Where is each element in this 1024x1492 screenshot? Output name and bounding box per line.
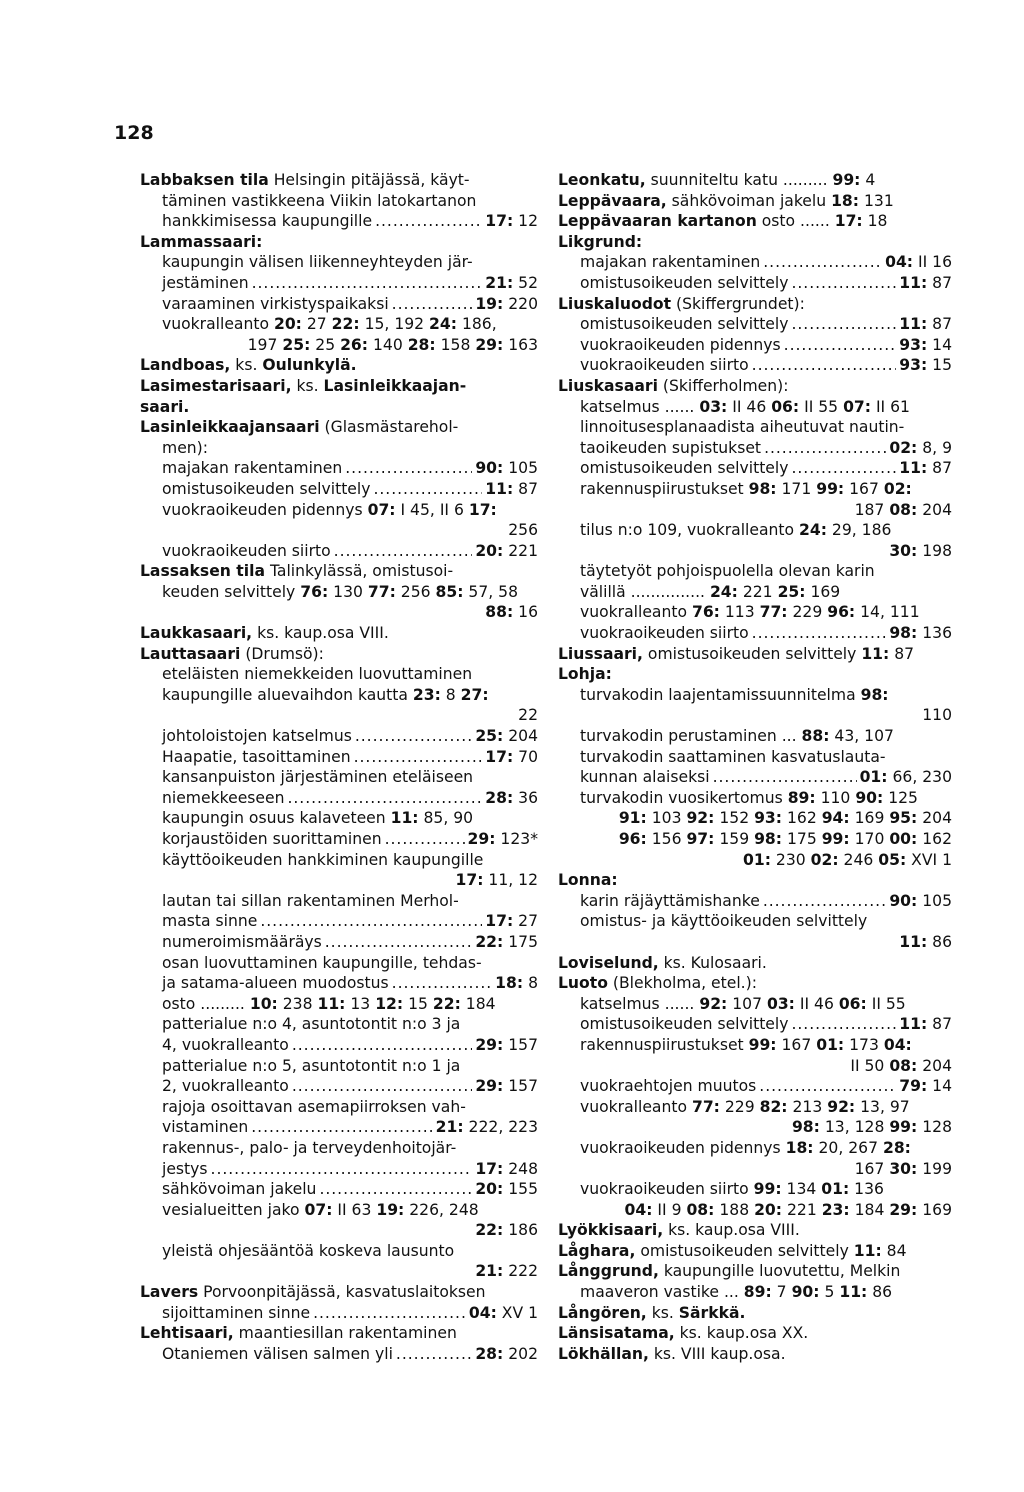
index-line <box>558 1014 952 1035</box>
entry-reference: 17: 248 <box>475 1159 538 1178</box>
entry-text: vuokraoikeuden siirto <box>580 356 749 375</box>
index-line: 187 08: 204 <box>854 500 952 519</box>
index-line: 110 <box>922 706 952 725</box>
index-line: Likgrund: <box>558 232 643 251</box>
index-line: Lyökkisaari, ks. kaup.osa VIII. <box>558 1221 800 1240</box>
entry-text: 4, vuokralleanto <box>162 1035 289 1054</box>
index-line: katselmus ...... 03: II 46 06: II 55 07: II 61 <box>580 397 910 416</box>
index-line: turvakodin laajentamissuunnitelma 98: <box>580 685 889 704</box>
index-line: Leppävaara, sähkövoiman jakelu 18: 131 <box>558 191 894 210</box>
index-line <box>558 438 952 459</box>
index-line: 167 30: 199 <box>854 1159 952 1178</box>
leader-dots <box>752 623 887 644</box>
entry-text: ja satama-alueen muodostus <box>162 974 389 993</box>
entry-reference: 29: 157 <box>475 1077 538 1096</box>
index-line: 91: 103 92: 152 93: 162 94: 169 95: 204 <box>618 809 952 828</box>
index-line <box>140 788 538 809</box>
index-line <box>558 767 952 788</box>
index-line <box>140 726 538 747</box>
index-line <box>558 623 952 644</box>
index-line <box>140 1303 538 1324</box>
entry-reference: 29: 157 <box>475 1035 538 1054</box>
index-line: rakennuspiirustukset 99: 167 01: 173 04: <box>580 1035 912 1054</box>
index-line: osan luovuttaminen kaupungille, tehdas- <box>162 953 482 972</box>
index-line: Lassaksen tila Talinkylässä, omistusoi- <box>140 562 454 581</box>
entry-text: korjaustöiden suorittaminen <box>162 830 382 848</box>
entry-reference: 21: 52 <box>485 273 538 292</box>
index-line: osto ......... 10: 238 11: 13 12: 15 22: 184 <box>162 994 496 1013</box>
index-line: rakennuspiirustukset 98: 171 99: 167 02: <box>580 479 912 498</box>
index-line: 98: 13, 128 99: 128 <box>791 1118 952 1137</box>
index-line: 17: 11, 12 <box>455 871 538 890</box>
index-line: turvakodin vuosikertomus 89: 110 90: 125 <box>580 788 918 807</box>
entry-reference: 90: 105 <box>475 459 538 478</box>
index-line <box>140 1076 538 1097</box>
index-column-right <box>558 170 952 1364</box>
index-line: tilus n:o 109, vuokralleanto 24: 29, 186 <box>580 521 892 540</box>
leader-dots <box>292 1076 472 1097</box>
index-line: linnoitusesplanaadista aiheutuvat nautin- <box>580 418 905 437</box>
entry-text: 2, vuokralleanto <box>162 1077 289 1096</box>
index-line: 256 <box>508 521 538 540</box>
entry-reference: 79: 14 <box>899 1077 952 1096</box>
index-line <box>558 314 952 335</box>
entry-text: taoikeuden supistukset <box>580 438 762 457</box>
leader-dots <box>791 314 896 335</box>
index-line: Långgrund, kaupungille luovutettu, Melkin <box>558 1262 901 1281</box>
leader-dots <box>325 932 473 953</box>
index-line: rakennus-, palo- ja terveydenhoitojär- <box>162 1138 457 1157</box>
index-line: vuokralleanto 20: 27 22: 15, 192 24: 186, <box>162 315 497 334</box>
index-line: Lohja: <box>558 665 612 684</box>
index-line: 22: 186 <box>475 1221 538 1240</box>
entry-reference: 93: 15 <box>899 356 952 375</box>
index-line: eteläisten niemekkeiden luovuttaminen <box>162 665 473 684</box>
index-line: 96: 156 97: 159 98: 175 99: 170 00: 162 <box>618 830 952 848</box>
entry-reference: 02: 8, 9 <box>889 438 952 457</box>
entry-reference: 21: 222, 223 <box>435 1118 538 1137</box>
index-line: kansanpuiston järjestäminen eteläiseen <box>162 768 474 787</box>
entry-text: karin räjäyttämishanke <box>580 891 760 910</box>
index-line: Liuskasaari (Skifferholmen): <box>558 376 789 395</box>
index-line: välillä ............... 24: 221 25: 169 <box>580 582 841 601</box>
entry-text: Otaniemen välisen salmen yli <box>162 1344 393 1363</box>
index-line: Lonna: <box>558 871 618 890</box>
entry-reference: 01: 66, 230 <box>859 768 952 787</box>
index-line: vuokralleanto 77: 229 82: 213 92: 13, 97 <box>580 1097 910 1116</box>
entry-reference: 11: 87 <box>899 315 952 334</box>
index-line: vuokraoikeuden siirto 99: 134 01: 136 <box>580 1180 884 1199</box>
index-line: täminen vastikkeena Viikin latokartanon <box>162 191 477 210</box>
index-line: turvakodin saattaminen kasvatuslauta- <box>580 747 886 766</box>
entry-reference: 20: 155 <box>475 1180 538 1199</box>
index-line: kaupungin välisen liikenneyhteyden jär- <box>162 253 473 272</box>
index-line: 21: 222 <box>475 1262 538 1281</box>
entry-text: Haapatie, tasoittaminen <box>162 747 351 766</box>
index-line <box>140 932 538 953</box>
index-line: Laukkasaari, ks. kaup.osa VIII. <box>140 624 389 643</box>
entry-reference: 90: 105 <box>889 891 952 910</box>
entry-reference: 29: 123* <box>467 830 538 848</box>
entry-text: majakan rakentaminen <box>580 253 761 272</box>
entry-text: omistusoikeuden selvittely <box>580 1015 789 1034</box>
index-line: vesialueitten jako 07: II 63 19: 226, 248 <box>162 1200 479 1219</box>
index-line <box>140 1117 538 1138</box>
index-line <box>140 541 538 562</box>
index-line: vuokraoikeuden pidennys 07: I 45, II 6 17: <box>162 500 497 519</box>
page-number: 128 <box>114 122 154 144</box>
entry-reference: 22: 175 <box>475 932 538 951</box>
index-line: täytetyöt pohjoispuolella olevan karin <box>580 562 875 581</box>
leader-dots <box>334 541 473 562</box>
index-line: Loviselund, ks. Kulosaari. <box>558 953 767 972</box>
entry-reference: 17: 27 <box>485 912 538 931</box>
leader-dots <box>791 1014 896 1035</box>
entry-reference: 17: 70 <box>485 747 538 766</box>
index-line <box>558 891 952 912</box>
index-line <box>140 1159 538 1180</box>
index-line: Länsisatama, ks. kaup.osa XX. <box>558 1324 809 1343</box>
entry-reference: 25: 204 <box>475 727 538 746</box>
entry-reference: 11: 87 <box>899 1015 952 1034</box>
index-line <box>140 458 538 479</box>
index-line <box>140 1179 538 1200</box>
index-line <box>558 355 952 376</box>
index-line <box>140 1344 538 1365</box>
index-line: Lehtisaari, maantiesillan rakentaminen <box>140 1324 457 1343</box>
index-line <box>558 458 952 479</box>
index-line: 197 25: 25 26: 140 28: 158 29: 163 <box>247 335 538 354</box>
index-line: lautan tai sillan rakentaminen Merhol- <box>162 891 459 910</box>
entry-text: vuokraoikeuden siirto <box>580 624 749 643</box>
index-line: patterialue n:o 5, asuntotontit n:o 1 ja <box>162 1056 461 1075</box>
index-column-left <box>140 170 538 1364</box>
leader-dots <box>345 458 472 479</box>
index-line: turvakodin perustaminen ... 88: 43, 107 <box>580 727 894 746</box>
index-line: saari. <box>140 397 190 416</box>
entry-reference: 28: 36 <box>485 788 538 807</box>
entry-text: omistusoikeuden selvittely <box>580 459 789 478</box>
leader-dots <box>251 1117 432 1138</box>
leader-dots <box>354 747 483 768</box>
index-line: Lökhällan, ks. VIII kaup.osa. <box>558 1344 786 1363</box>
index-line: maaveron vastike ... 89: 7 90: 5 11: 86 <box>580 1283 893 1302</box>
entry-reference: 04: II 16 <box>885 253 952 272</box>
entry-text: jestys <box>162 1159 208 1178</box>
leader-dots <box>355 726 472 747</box>
entry-reference: 19: 220 <box>475 294 538 313</box>
index-line: Labbaksen tila Helsingin pitäjässä, käyt- <box>140 171 470 189</box>
index-line: patterialue n:o 4, asuntotontit n:o 3 ja <box>162 1015 461 1034</box>
index-line: omistus- ja käyttöoikeuden selvittely <box>580 912 868 931</box>
index-line: Lauttasaari (Drumsö): <box>140 644 324 663</box>
entry-reference: 93: 14 <box>899 335 952 354</box>
index-line <box>140 211 538 232</box>
entry-reference: 28: 202 <box>475 1344 538 1363</box>
index-line: Lammassaari: <box>140 232 263 251</box>
leader-dots <box>292 1035 472 1056</box>
entry-reference: 11: 87 <box>485 479 538 498</box>
index-line <box>558 335 952 356</box>
index-line <box>558 273 952 294</box>
entry-text: omistusoikeuden selvittely <box>580 315 789 334</box>
index-line <box>140 829 538 850</box>
index-line: kaupungille aluevaihdon kautta 23: 8 27: <box>162 685 489 704</box>
entry-text: masta sinne <box>162 912 258 931</box>
entry-reference: 98: 136 <box>889 624 952 643</box>
leader-dots <box>763 891 887 912</box>
entry-text: kunnan alaiseksi <box>580 768 710 787</box>
entry-text: numeroimismääräys <box>162 932 322 951</box>
index-line: kaupungin osuus kalaveteen 11: 85, 90 <box>162 809 474 828</box>
leader-dots <box>392 294 473 315</box>
leader-dots <box>211 1159 473 1180</box>
entry-reference: 17: 12 <box>485 212 538 231</box>
leader-dots <box>385 829 465 850</box>
leader-dots <box>713 767 857 788</box>
index-line: 22 <box>518 706 538 725</box>
leader-dots <box>764 438 886 459</box>
index-line: 01: 230 02: 246 05: XVI 1 <box>743 850 952 869</box>
index-line <box>140 973 538 994</box>
entry-reference: 18: 8 <box>495 974 538 993</box>
entry-text: hankkimisessa kaupungille <box>162 212 373 231</box>
entry-text: vistaminen <box>162 1118 249 1137</box>
leader-dots <box>313 1303 466 1324</box>
entry-text: jestäminen <box>162 273 249 292</box>
index-line: 30: 198 <box>889 541 952 560</box>
index-line: rajoja osoittavan asemapiirroksen vah- <box>162 1097 466 1116</box>
index-line <box>140 479 538 500</box>
index-line: vuokraoikeuden pidennys 18: 20, 267 28: <box>580 1138 911 1157</box>
entry-text: vuokraoikeuden pidennys <box>580 335 781 354</box>
entry-reference: 11: 87 <box>899 273 952 292</box>
index-line: Liuskaluodot (Skiffergrundet): <box>558 294 805 313</box>
entry-text: vuokraehtojen muutos <box>580 1077 757 1096</box>
index-line <box>558 1076 952 1097</box>
leader-dots <box>319 1179 472 1200</box>
index-line: keuden selvittely 76: 130 77: 256 85: 57, 58 <box>162 582 518 601</box>
index-line <box>140 911 538 932</box>
leader-dots <box>287 788 482 809</box>
index-line: 11: 86 <box>899 932 952 951</box>
index-line: Långören, ks. Särkkä. <box>558 1303 746 1322</box>
leader-dots <box>791 273 896 294</box>
index-line: Landboas, ks. Oulunkylä. <box>140 356 357 375</box>
leader-dots <box>373 479 482 500</box>
leader-dots <box>396 1344 472 1365</box>
index-line: Lavers Porvoonpitäjässä, kasvatuslaitoksen <box>140 1283 486 1302</box>
index-line: 88: 16 <box>485 603 538 622</box>
index-line: Leppävaaran kartanon osto ...... 17: 18 <box>558 212 888 231</box>
leader-dots <box>763 252 882 273</box>
entry-text: sijoittaminen sinne <box>162 1303 311 1322</box>
index-line: II 50 08: 204 <box>850 1056 952 1075</box>
entry-text: varaaminen virkistyspaikaksi <box>162 294 389 313</box>
index-line <box>140 294 538 315</box>
index-line: katselmus ...... 92: 107 03: II 46 06: II 55 <box>580 994 906 1013</box>
leader-dots <box>752 355 897 376</box>
index-line <box>140 747 538 768</box>
leader-dots <box>375 211 482 232</box>
entry-reference: 20: 221 <box>475 541 538 560</box>
index-line: Liussaari, omistusoikeuden selvittely 11: 87 <box>558 644 915 663</box>
index-line: 04: II 9 08: 188 20: 221 23: 184 29: 169 <box>624 1200 952 1219</box>
index-line: men): <box>162 438 209 457</box>
index-line <box>558 252 952 273</box>
index-line: yleistä ohjesääntöä koskeva lausunto <box>162 1241 455 1260</box>
entry-text: omistusoikeuden selvittely <box>580 273 789 292</box>
index-line: Luoto (Blekholma, etel.): <box>558 974 757 993</box>
entry-text: sähkövoiman jakelu <box>162 1180 317 1199</box>
index-line: vuokralleanto 76: 113 77: 229 96: 14, 111 <box>580 603 920 622</box>
leader-dots <box>791 458 896 479</box>
entry-reference: 04: XV 1 <box>468 1303 538 1322</box>
index-line: Låghara, omistusoikeuden selvittely 11: 84 <box>558 1241 907 1260</box>
entry-text: johtoloistojen katselmus <box>162 727 352 746</box>
entry-text: majakan rakentaminen <box>162 459 343 478</box>
index-line: Lasinleikkaajansaari (Glasmästarehol- <box>140 418 459 437</box>
index-line: Leonkatu, suunniteltu katu ......... 99: 4 <box>558 171 876 189</box>
leader-dots <box>252 273 483 294</box>
index-line: Lasimestarisaari, ks. Lasinleikkaajan- <box>140 376 467 395</box>
entry-reference: 11: 87 <box>899 459 952 478</box>
entry-text: vuokraoikeuden siirto <box>162 541 331 560</box>
index-line <box>140 1035 538 1056</box>
leader-dots <box>392 973 493 994</box>
index-line: käyttöoikeuden hankkiminen kaupungille <box>162 850 484 869</box>
entry-text: niemekkeeseen <box>162 788 285 807</box>
index-line <box>140 273 538 294</box>
leader-dots <box>759 1076 896 1097</box>
leader-dots <box>260 911 482 932</box>
entry-text: omistusoikeuden selvittely <box>162 479 371 498</box>
leader-dots <box>784 335 897 356</box>
